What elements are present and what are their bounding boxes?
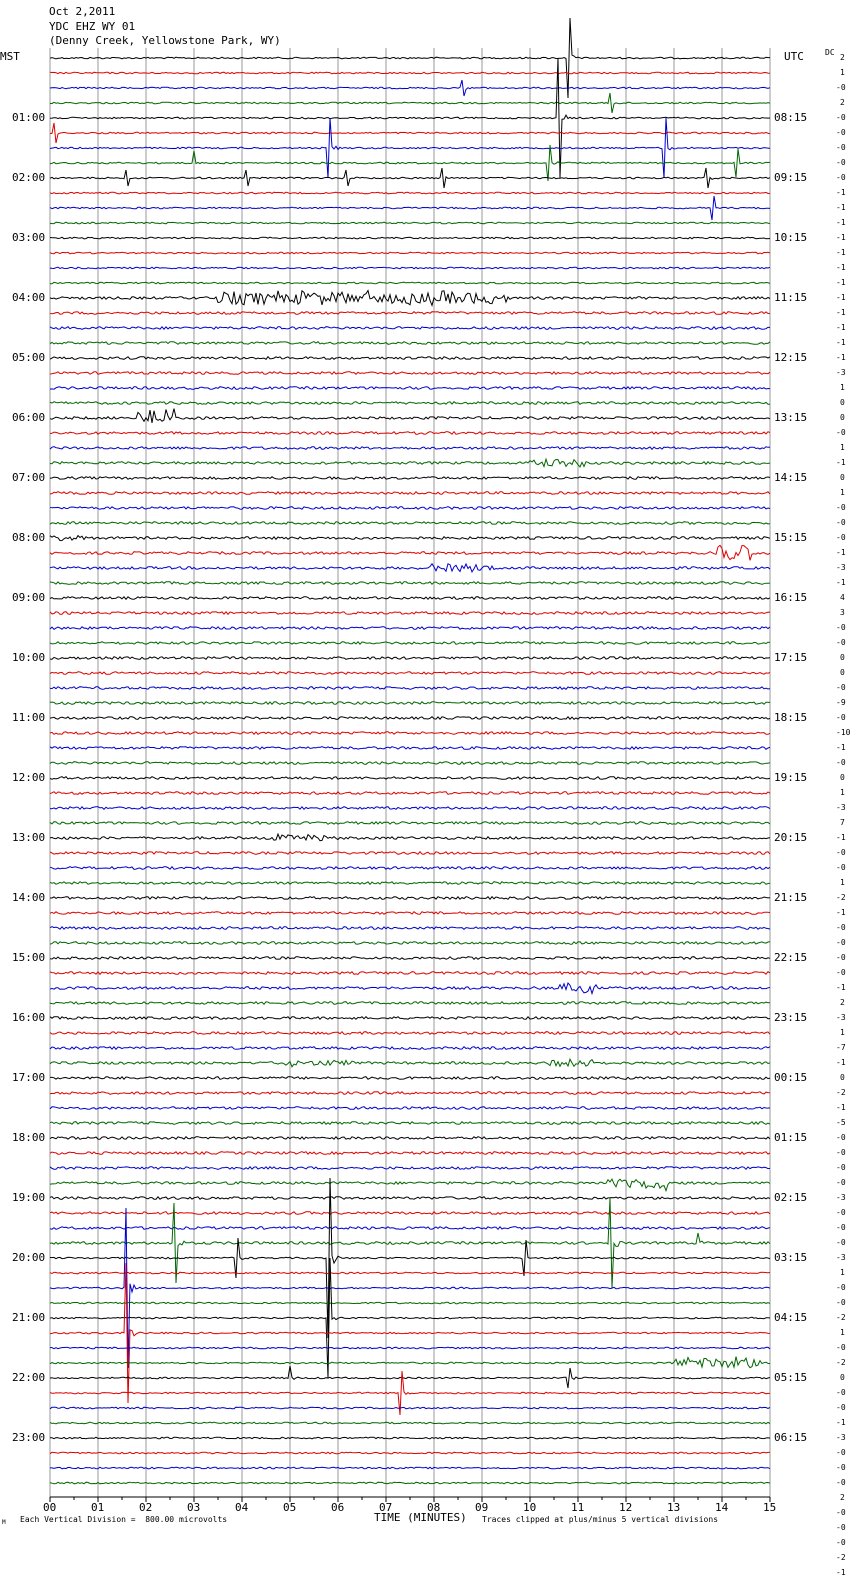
dc-offset-value: 0 [840,398,845,407]
dc-offset-value: -3 [836,803,846,812]
dc-offset-value: -2 [836,1088,846,1097]
mst-hour-label: 01:00 [12,111,46,124]
dc-offset-value: 1 [840,1028,845,1037]
trace-row [50,80,770,96]
trace-row [50,477,770,480]
x-tick-label: 10 [523,1501,537,1514]
mst-hour-label: 13:00 [12,831,46,844]
trace-row [50,342,770,345]
dc-offset-value: 7 [840,818,845,827]
dc-offset-value: -0 [836,518,846,527]
mst-hour-label: 03:00 [12,231,46,244]
dc-offset-value: -0 [836,1178,846,1187]
dc-offset-value: -0 [836,128,846,137]
trace-row [50,267,770,269]
dc-offset-value: 1 [840,1268,845,1277]
trace-row [50,1467,770,1469]
dc-offset-value: -0 [836,428,846,437]
dc-offset-value: -1 [836,203,846,212]
trace-row [50,1482,770,1484]
dc-offset-value: -0 [836,1238,846,1247]
utc-hour-label: 00:15 [774,1071,808,1084]
dc-offset-value: -10 [836,728,850,737]
x-tick-label: 05 [283,1501,297,1514]
chart-date: Oct 2,2011 [49,5,116,18]
dc-offset-value: -1 [836,218,846,227]
dc-offset-value: -1 [836,353,846,362]
mst-hour-label: 21:00 [12,1311,46,1324]
utc-hour-label: 03:15 [774,1251,808,1264]
dc-offset-value: 4 [840,593,845,602]
utc-hour-label: 14:15 [774,471,808,484]
trace-row [50,942,770,945]
mst-hour-label: 15:00 [12,951,46,964]
trace-row [50,927,770,930]
utc-hour-label: 20:15 [774,831,808,844]
trace-row [50,1002,770,1005]
dc-offset-value: -1 [836,458,846,467]
mst-hour-label: 20:00 [12,1251,46,1264]
dc-offset-value: -0 [836,143,846,152]
dc-offset-value: 1 [840,443,845,452]
x-tick-label: 04 [235,1501,249,1514]
dc-offset-value: -2 [836,893,846,902]
trace-row [50,657,770,660]
trace-row [50,1047,770,1050]
trace-row [50,357,770,360]
utc-hour-label: 11:15 [774,291,808,304]
footer-clip-note: Traces clipped at plus/minus 5 vertical divisions [482,1515,719,1524]
trace-row [50,1347,770,1349]
mst-hour-label: 11:00 [12,711,46,724]
dc-offset-value: -0 [836,1523,846,1532]
right-axis-label: UTC [784,50,804,63]
dc-offset-value: -0 [836,1148,846,1157]
trace-row [50,545,770,560]
x-tick-label: 14 [715,1501,729,1514]
trace-row [50,1077,770,1080]
dc-offset-value: -0 [836,1403,846,1412]
trace-row [50,1407,770,1409]
dc-offset-value: -0 [836,1508,846,1517]
utc-hour-label: 17:15 [774,651,808,664]
x-tick-label: 01 [91,1501,105,1514]
dc-offset-value: -1 [836,983,846,992]
x-tick-label: 06 [331,1501,345,1514]
x-tick-label: 08 [427,1501,441,1514]
trace-row [50,1137,770,1140]
dc-offset-value: -1 [836,743,846,752]
utc-hour-label: 19:15 [774,771,808,784]
mst-hour-label: 07:00 [12,471,46,484]
trace-row [50,387,770,390]
dc-label: DC [825,48,835,57]
dc-offset-value: 1 [840,788,845,797]
dc-offset-value: -1 [836,278,846,287]
trace-row [50,192,770,194]
dc-offset-value: -1 [836,233,846,242]
trace-row [50,1122,770,1125]
station-id: YDC EHZ WY 01 [49,20,136,33]
dc-offset-value: -0 [836,713,846,722]
trace-row [50,777,770,780]
dc-offset-value: 1 [840,878,845,887]
dc-offset-value: -0 [836,83,846,92]
dc-offset-value: 0 [840,1073,845,1082]
trace-row [50,58,770,178]
mst-hour-label: 23:00 [12,1431,46,1444]
dc-offset-value: 0 [840,653,845,662]
dc-offset-value: -0 [836,938,846,947]
trace-row [50,72,770,74]
dc-offset-value: -0 [836,953,846,962]
trace-row [50,168,770,188]
utc-hour-label: 09:15 [774,171,808,184]
dc-offset-value: 2 [840,98,845,107]
trace-row [50,196,770,220]
utc-hour-label: 06:15 [774,1431,808,1444]
trace-row [50,1152,770,1155]
trace-row [50,1178,770,1338]
trace-row [50,1263,770,1403]
dc-offset-value: -1 [836,248,846,257]
dc-offset-value: -0 [836,863,846,872]
trace-row [50,522,770,525]
trace-row [50,897,770,900]
mst-hour-label: 02:00 [12,171,46,184]
utc-hour-label: 18:15 [774,711,808,724]
trace-row [50,1179,770,1191]
trace-row [50,507,770,510]
utc-hour-label: 02:15 [774,1191,808,1204]
trace-row [50,402,770,405]
trace-row [50,432,770,435]
trace-row [50,1092,770,1095]
dc-offset-value: -3 [836,1253,846,1262]
trace-row [50,1302,770,1304]
dc-offset-value: -1 [836,308,846,317]
mst-hour-label: 18:00 [12,1131,46,1144]
dc-offset-value: -0 [836,1283,846,1292]
dc-offset-value: 1 [840,68,845,77]
left-axis-label: MST [0,50,20,63]
trace-row [50,282,770,284]
utc-hour-label: 04:15 [774,1311,808,1324]
trace-row [50,1272,770,1274]
dc-offset-value: -0 [836,1343,846,1352]
trace-row [50,957,770,960]
dc-offset-value: -1 [836,548,846,557]
utc-hour-label: 22:15 [774,951,808,964]
trace-row [50,459,770,467]
trace-row [50,1032,770,1035]
dc-offset-value: 2 [840,53,845,62]
x-tick-label: 11 [571,1501,585,1514]
dc-offset-value: -0 [836,1538,846,1547]
trace-row [50,327,770,330]
dc-offset-value: -3 [836,1193,846,1202]
dc-offset-value: -1 [836,1058,846,1067]
utc-hour-label: 21:15 [774,891,808,904]
x-tick-label: 13 [667,1501,681,1514]
dc-offset-value: 0 [840,1373,845,1382]
trace-row [50,687,770,690]
utc-hour-label: 01:15 [774,1131,808,1144]
utc-hour-label: 13:15 [774,411,808,424]
trace-row [50,627,770,630]
dc-offset-value: -1 [836,188,846,197]
dc-offset-value: 1 [840,1328,845,1337]
trace-row [50,1452,770,1454]
utc-hour-label: 12:15 [774,351,808,364]
trace-row [50,372,770,375]
trace-row [50,1198,770,1288]
dc-offset-value: 2 [840,1493,845,1502]
trace-row [50,291,770,306]
dc-offset-value: -9 [836,698,846,707]
trace-row [50,792,770,795]
x-tick-label: 07 [379,1501,393,1514]
trace-row [50,1107,770,1110]
x-tick-label: 03 [187,1501,201,1514]
dc-offset-value: -5 [836,1118,846,1127]
x-tick-label: 15 [763,1501,777,1514]
mst-hour-label: 05:00 [12,351,46,364]
dc-offset-value: -1 [836,263,846,272]
dc-offset-value: -0 [836,533,846,542]
trace-row [50,1208,770,1368]
trace-row [50,732,770,735]
dc-offset-value: -0 [836,113,846,122]
mst-hour-label: 19:00 [12,1191,46,1204]
trace-row [50,492,770,495]
dc-offset-value: -0 [836,1388,846,1397]
dc-offset-value: 0 [840,668,845,677]
mst-hour-label: 09:00 [12,591,46,604]
trace-row [50,597,770,600]
x-tick-label: 00 [43,1501,57,1514]
dc-offset-value: 2 [840,998,845,1007]
trace-row [50,852,770,855]
dc-offset-value: -2 [836,1313,846,1322]
trace-row [50,1167,770,1170]
dc-offset-value: -0 [836,173,846,182]
dc-offset-value: -0 [836,1208,846,1217]
footer-scale-note: Each Vertical Division = 800.00 microvolts [20,1515,228,1524]
mst-hour-label: 16:00 [12,1011,46,1024]
dc-offset-value: 1 [840,383,845,392]
dc-offset-value: 0 [840,773,845,782]
dc-offset-value: -0 [836,1478,846,1487]
trace-row [50,807,770,810]
dc-offset-value: -0 [836,683,846,692]
trace-row [50,1437,770,1439]
dc-offset-value: -2 [836,1358,846,1367]
trace-row [50,1059,770,1067]
dc-offset-value: -0 [836,1298,846,1307]
trace-row [50,118,770,178]
dc-offset-value: -0 [836,1448,846,1457]
dc-offset-value: -0 [836,158,846,167]
dc-offset-value: -3 [836,368,846,377]
trace-row [50,612,770,615]
dc-offset-value: -1 [836,1103,846,1112]
mst-hour-label: 06:00 [12,411,46,424]
trace-row [50,717,770,720]
dc-offset-value: 3 [840,608,845,617]
utc-hour-label: 15:15 [774,531,808,544]
dc-offset-value: -2 [836,1553,846,1562]
utc-hour-label: 05:15 [774,1371,808,1384]
mst-hour-label: 14:00 [12,891,46,904]
dc-offset-value: 0 [840,413,845,422]
dc-offset-value: -0 [836,758,846,767]
trace-row [50,747,770,750]
dc-offset-value: -1 [836,908,846,917]
dc-offset-value: -0 [836,923,846,932]
mst-hour-label: 17:00 [12,1071,46,1084]
dc-offset-value: -1 [836,578,846,587]
trace-row [50,762,770,765]
trace-row [50,642,770,645]
trace-row [50,1212,770,1215]
dc-offset-value: -0 [836,848,846,857]
trace-row [50,834,770,841]
trace-row [50,1227,770,1230]
dc-offset-value: 1 [840,488,845,497]
dc-offset-value: -3 [836,1433,846,1442]
utc-hour-label: 10:15 [774,231,808,244]
trace-row [50,1017,770,1020]
trace-row [50,867,770,870]
trace-row [50,252,770,254]
trace-row [50,912,770,915]
utc-hour-label: 23:15 [774,1011,808,1024]
dc-offset-value: -3 [836,563,846,572]
corner-mark: M [2,1519,6,1526]
mst-hour-label: 10:00 [12,651,46,664]
trace-row [50,1422,770,1424]
dc-offset-value: -0 [836,503,846,512]
trace-row [50,702,770,705]
dc-offset-value: -1 [836,338,846,347]
mst-hour-label: 22:00 [12,1371,46,1384]
trace-row [50,822,770,825]
dc-offset-value: -0 [836,623,846,632]
trace-row [50,447,770,450]
dc-offset-value: -3 [836,1013,846,1022]
trace-row [50,237,770,239]
dc-offset-value: -1 [836,1418,846,1427]
trace-row [50,1357,770,1368]
trace-row [50,983,770,994]
dc-offset-value: -1 [836,293,846,302]
dc-offset-value: -1 [836,833,846,842]
trace-row [50,222,770,224]
dc-offset-value: -0 [836,1463,846,1472]
trace-row [50,564,770,572]
mst-hour-label: 04:00 [12,291,46,304]
station-location: (Denny Creek, Yellowstone Park, WY) [49,34,281,47]
mst-hour-label: 08:00 [12,531,46,544]
dc-offset-value: -7 [836,1043,846,1052]
trace-row [50,312,770,315]
trace-row [50,672,770,675]
trace-row [50,536,770,541]
utc-hour-label: 08:15 [774,111,808,124]
trace-row [50,1197,770,1200]
dc-offset-value: -1 [836,1568,846,1577]
dc-offset-value: 0 [840,473,845,482]
dc-offset-value: -0 [836,1133,846,1142]
dc-offset-value: -0 [836,968,846,977]
mst-hour-label: 12:00 [12,771,46,784]
x-tick-label: 09 [475,1501,489,1514]
trace-row [50,882,770,885]
x-tick-label: 02 [139,1501,153,1514]
dc-offset-value: -1 [836,323,846,332]
x-tick-label: 12 [619,1501,633,1514]
dc-offset-value: -0 [836,1223,846,1232]
trace-row [50,582,770,585]
dc-offset-value: -0 [836,638,846,647]
trace-row [50,1258,770,1378]
utc-hour-label: 16:15 [774,591,808,604]
trace-row [50,123,770,143]
x-axis-title: TIME (MINUTES) [374,1511,467,1524]
trace-row [50,93,770,113]
trace-row [50,1366,770,1388]
dc-offset-value: -0 [836,1163,846,1172]
trace-row [50,18,770,98]
trace-row [50,409,770,423]
trace-row [50,972,770,975]
